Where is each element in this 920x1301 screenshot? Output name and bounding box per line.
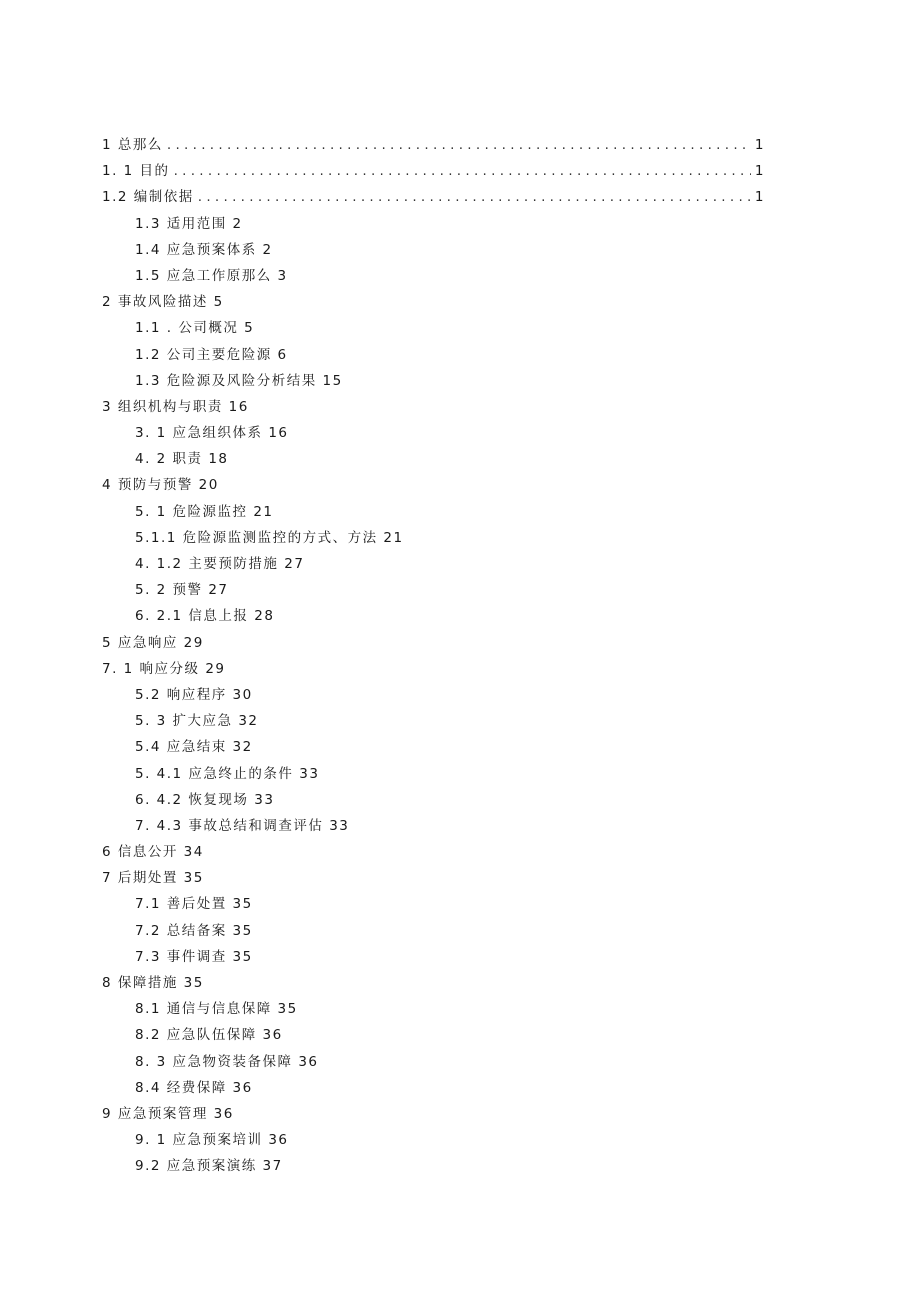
toc-entry <box>0 499 920 525</box>
toc-entry <box>0 656 920 682</box>
toc-entry <box>0 525 920 551</box>
toc-entry-title: 9.2 应急预案演练 37 <box>135 1158 283 1175</box>
toc-entry <box>0 577 920 603</box>
toc-entry-title: 7.3 事件调查 35 <box>135 948 253 965</box>
toc-entry-title: 7. 1 响应分级 29 <box>102 660 226 677</box>
toc-entry-title: 8.4 经费保障 36 <box>135 1079 253 1096</box>
toc-entry-title: 5 应急响应 29 <box>102 634 204 651</box>
toc-entry-title: 5. 3 扩大应急 32 <box>135 713 259 730</box>
toc-entry-title: 1. 1 目的 <box>102 163 170 180</box>
toc-entry-title: 3 组织机构与职责 16 <box>102 398 249 415</box>
toc-entry-title: 4. 2 职责 18 <box>135 451 229 468</box>
toc-entry <box>0 211 920 237</box>
toc-entry-title: 7 后期处置 35 <box>102 870 204 887</box>
toc-entry-title: 8 保障措施 35 <box>102 975 204 991</box>
toc-entry <box>0 184 765 210</box>
toc-entry <box>0 603 920 629</box>
toc-entry <box>0 918 920 944</box>
toc-entry-title: 2 事故风险描述 5 <box>102 294 224 311</box>
toc-entry-title: 7.1 善后处置 35 <box>135 896 253 913</box>
table-of-contents <box>0 132 920 1180</box>
toc-entry <box>0 158 765 184</box>
toc-entry-title: 1.4 应急预案体系 2 <box>135 241 273 258</box>
toc-entry <box>0 734 920 760</box>
toc-entry <box>0 315 920 341</box>
toc-entry-title: 7. 4.3 事故总结和调查评估 33 <box>135 817 350 834</box>
toc-leader-dots <box>198 184 751 210</box>
toc-entry-title: 1 总那么 <box>102 137 163 153</box>
toc-entry-title: 5. 2 预警 27 <box>135 582 229 599</box>
toc-entry <box>0 708 920 734</box>
toc-entry-title: 5. 4.1 应急终止的条件 33 <box>135 765 320 782</box>
toc-entry <box>0 446 920 472</box>
toc-entry-title: 5. 1 危险源监控 21 <box>135 503 274 520</box>
toc-entry-page-number: 1 <box>754 137 765 153</box>
toc-entry-title: 6. 4.2 恢复现场 33 <box>135 791 275 808</box>
toc-entry-page-number: 1 <box>754 163 765 180</box>
toc-entry-page-number: 1 <box>754 189 765 206</box>
toc-entry <box>0 787 920 813</box>
toc-entry-title: 7.2 总结备案 35 <box>135 922 253 939</box>
toc-entry <box>0 944 920 970</box>
toc-entry-title: 8. 3 应急物资装备保障 36 <box>135 1053 319 1070</box>
toc-entry <box>0 368 920 394</box>
toc-entry-title: 4 预防与预警 20 <box>102 477 219 494</box>
toc-entry <box>0 970 920 996</box>
toc-entry-title: 1.3 适用范围 2 <box>135 215 243 232</box>
toc-entry <box>0 420 920 446</box>
toc-entry-title: 5.1.1 危险源监测监控的方式、方法 21 <box>135 529 404 546</box>
toc-entry-title: 4. 1.2 主要预防措施 27 <box>135 556 305 572</box>
toc-entry <box>0 761 920 787</box>
toc-entry <box>0 839 920 865</box>
toc-entry <box>0 551 920 577</box>
toc-entry <box>0 682 920 708</box>
toc-entry-title: 3. 1 应急组织体系 16 <box>135 425 289 442</box>
toc-entry-title: 1.3 危险源及风险分析结果 15 <box>135 372 343 389</box>
toc-entry <box>0 1075 920 1101</box>
toc-entry <box>0 132 765 158</box>
toc-entry <box>0 996 920 1022</box>
toc-entry <box>0 237 920 263</box>
toc-entry-title: 1.1 . 公司概况 5 <box>135 320 255 337</box>
toc-entry <box>0 865 920 891</box>
toc-entry-title: 9 应急预案管理 36 <box>102 1105 234 1122</box>
toc-entry <box>0 472 920 498</box>
toc-entry-title: 5.4 应急结束 32 <box>135 739 253 756</box>
toc-entry <box>0 1127 920 1153</box>
toc-entry-title: 1.2 公司主要危险源 6 <box>135 346 288 363</box>
toc-entry-title: 9. 1 应急预案培训 36 <box>135 1132 289 1149</box>
toc-entry-title: 6 信息公开 34 <box>102 844 204 861</box>
toc-entry <box>0 813 920 839</box>
toc-entry-title: 5.2 响应程序 30 <box>135 686 253 703</box>
toc-entry <box>0 342 920 368</box>
toc-leader-dots <box>167 132 751 158</box>
toc-entry <box>0 394 920 420</box>
toc-entry-title: 6. 2.1 信息上报 28 <box>135 608 275 625</box>
toc-entry <box>0 1049 920 1075</box>
toc-entry <box>0 891 920 917</box>
toc-entry <box>0 1022 920 1048</box>
toc-entry <box>0 1153 920 1179</box>
toc-entry <box>0 263 920 289</box>
toc-entry-title: 8.1 通信与信息保障 35 <box>135 1001 298 1018</box>
toc-entry <box>0 289 920 315</box>
toc-leader-dots <box>174 158 751 184</box>
toc-entry-title: 8.2 应急队伍保障 36 <box>135 1027 283 1044</box>
toc-entry-title: 1.2 编制依据 <box>102 189 194 206</box>
toc-entry <box>0 1101 920 1127</box>
toc-entry-title: 1.5 应急工作原那么 3 <box>135 267 288 284</box>
toc-entry <box>0 630 920 656</box>
